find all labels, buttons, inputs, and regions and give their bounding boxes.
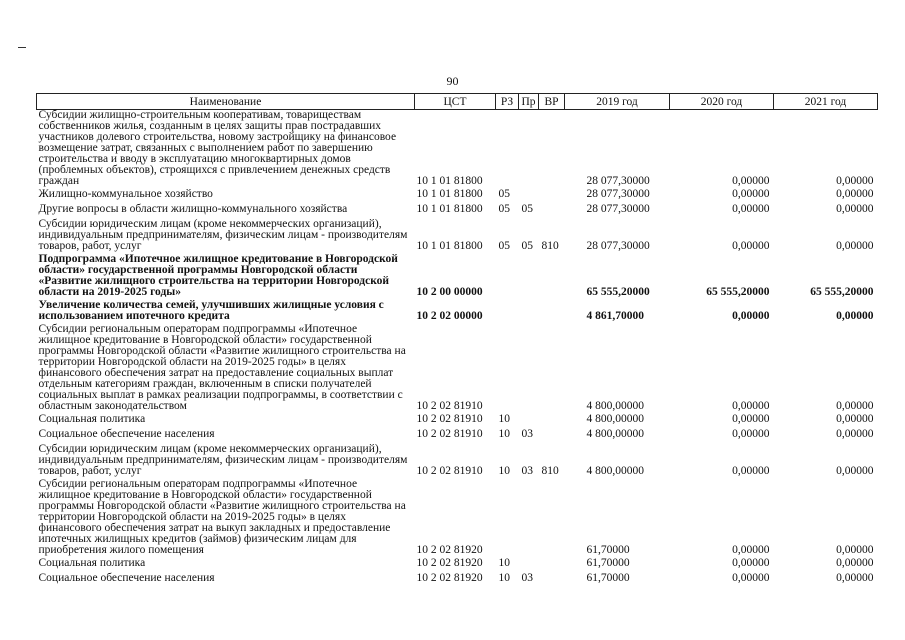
header-name: Наименование bbox=[37, 94, 415, 110]
table-row bbox=[37, 477, 878, 556]
row-vr bbox=[539, 252, 565, 298]
row-pr bbox=[519, 110, 539, 188]
row-cst: 10 2 00 00000 bbox=[416, 286, 483, 298]
row-rz: 05 bbox=[498, 240, 510, 252]
row-vr bbox=[539, 556, 565, 571]
row-2021: 0,00000 bbox=[836, 465, 874, 477]
row-name: Другие вопросы в области жилищно-коммунального хозяйства bbox=[38, 203, 348, 215]
header-vr: ВР bbox=[539, 94, 565, 110]
row-name: Жилищно-коммунальное хозяйство bbox=[38, 188, 213, 200]
row-rz: 10 bbox=[498, 413, 510, 425]
table-row bbox=[37, 556, 878, 571]
table-row bbox=[37, 202, 878, 217]
table-row bbox=[37, 412, 878, 427]
row-name: Социальное обеспечение населения bbox=[38, 428, 215, 440]
row-vr: 810 bbox=[541, 465, 559, 477]
row-pr bbox=[519, 322, 539, 412]
row-2021: 0,00000 bbox=[836, 544, 874, 556]
header-2021: 2021 год bbox=[774, 94, 878, 110]
row-vr: 810 bbox=[541, 240, 559, 252]
row-cst: 10 2 02 00000 bbox=[416, 310, 483, 322]
row-vr bbox=[539, 477, 565, 556]
row-rz bbox=[496, 322, 519, 412]
row-2021: 65 555,20000 bbox=[810, 286, 874, 298]
header-2019: 2019 год bbox=[565, 94, 670, 110]
row-rz: 10 bbox=[498, 428, 510, 440]
row-rz: 10 bbox=[498, 572, 510, 584]
table-row-subprogram bbox=[37, 252, 878, 298]
row-2021: 0,00000 bbox=[836, 557, 874, 569]
row-pr bbox=[519, 477, 539, 556]
row-cst: 10 2 02 81910 bbox=[416, 400, 483, 412]
row-2021: 0,00000 bbox=[836, 240, 874, 252]
row-rz: 10 bbox=[498, 557, 510, 569]
table-row bbox=[37, 442, 878, 477]
row-vr bbox=[539, 202, 565, 217]
row-name: Социальная политика bbox=[38, 413, 146, 425]
row-2019: 61,70000 bbox=[586, 557, 630, 569]
row-2021: 0,00000 bbox=[836, 310, 874, 322]
row-2020: 0,00000 bbox=[732, 428, 770, 440]
row-2021: 0,00000 bbox=[836, 572, 874, 584]
table-header-row bbox=[37, 94, 878, 110]
budget-table bbox=[36, 93, 878, 586]
row-rz: 05 bbox=[498, 188, 510, 200]
row-cst: 10 1 01 81800 bbox=[416, 240, 483, 252]
row-rz bbox=[496, 110, 519, 188]
row-vr bbox=[539, 298, 565, 322]
row-rz: 05 bbox=[498, 203, 510, 215]
header-2020: 2020 год bbox=[670, 94, 774, 110]
row-cst: 10 2 02 81910 bbox=[416, 465, 483, 477]
row-2019: 28 077,30000 bbox=[586, 175, 650, 187]
row-pr: 05 bbox=[521, 203, 533, 215]
table-row bbox=[37, 322, 878, 412]
table-row bbox=[37, 110, 878, 188]
row-2020: 0,00000 bbox=[732, 557, 770, 569]
row-pr bbox=[519, 298, 539, 322]
header-rz: РЗ bbox=[496, 94, 519, 110]
row-pr: 03 bbox=[521, 572, 533, 584]
row-2021: 0,00000 bbox=[836, 188, 874, 200]
header-cst: ЦСТ bbox=[415, 94, 496, 110]
row-2019: 4 800,00000 bbox=[586, 465, 644, 477]
row-2021: 0,00000 bbox=[836, 400, 874, 412]
row-2020: 0,00000 bbox=[732, 572, 770, 584]
row-rz bbox=[496, 252, 519, 298]
row-vr bbox=[539, 571, 565, 586]
row-rz: 10 bbox=[498, 465, 510, 477]
page-number: 90 bbox=[446, 74, 459, 88]
row-rz bbox=[496, 477, 519, 556]
row-name: Подпрограмма «Ипотечное жилищное кредитование в Новгородской области» государственной программы Новгородской области «Развитие жилищного строительства на территории Новгородской области на 2019-2025 годы» bbox=[38, 253, 398, 298]
row-cst: 10 2 02 81910 bbox=[416, 413, 483, 425]
row-cst: 10 2 02 81920 bbox=[416, 572, 483, 584]
row-pr bbox=[519, 187, 539, 202]
row-2019: 28 077,30000 bbox=[586, 188, 650, 200]
row-name: Социальное обеспечение населения bbox=[38, 572, 215, 584]
table-row bbox=[37, 571, 878, 586]
row-cst: 10 1 01 81800 bbox=[416, 188, 483, 200]
row-pr bbox=[519, 252, 539, 298]
row-2021: 0,00000 bbox=[836, 203, 874, 215]
table-row bbox=[37, 427, 878, 442]
row-cst: 10 1 01 81800 bbox=[416, 203, 483, 215]
row-2019: 61,70000 bbox=[586, 572, 630, 584]
table-row-goal bbox=[37, 298, 878, 322]
row-2019: 4 861,70000 bbox=[586, 310, 644, 322]
row-2020: 0,00000 bbox=[732, 203, 770, 215]
row-2019: 28 077,30000 bbox=[586, 203, 650, 215]
row-2021: 0,00000 bbox=[836, 413, 874, 425]
row-2020: 0,00000 bbox=[732, 310, 770, 322]
row-name: Социальная политика bbox=[38, 557, 146, 569]
margin-mark bbox=[18, 47, 26, 48]
row-vr bbox=[539, 412, 565, 427]
row-vr bbox=[539, 427, 565, 442]
row-2019: 4 800,00000 bbox=[586, 413, 644, 425]
row-vr bbox=[539, 110, 565, 188]
row-2020: 0,00000 bbox=[732, 175, 770, 187]
row-2019: 65 555,20000 bbox=[586, 286, 650, 298]
row-2019: 4 800,00000 bbox=[586, 428, 644, 440]
row-cst: 10 2 02 81920 bbox=[416, 544, 483, 556]
header-pr: Пр bbox=[519, 94, 539, 110]
row-2020: 0,00000 bbox=[732, 465, 770, 477]
row-cst: 10 2 02 81920 bbox=[416, 557, 483, 569]
row-pr: 03 bbox=[521, 428, 533, 440]
row-2020: 0,00000 bbox=[732, 188, 770, 200]
row-name: Субсидии юридическим лицам (кроме некоммерческих организаций), индивидуальным предпринимателям, физическим лицам - производителям товаров, работ, услуг bbox=[38, 443, 408, 477]
row-2020: 0,00000 bbox=[732, 413, 770, 425]
row-name: Субсидии региональным операторам подпрограммы «Ипотечное жилищное кредитование в Новгородской области» государственной программы Новгородской области «Развитие жилищного строительства на территории Новгородской области на 2019-2025 годы» в целях финансового обеспечения затрат на выкуп закладных и предоставление ипотечных жилищных кредитов (займов) физическим лицам для приобретения жилого помещения bbox=[38, 478, 406, 556]
row-name: Увеличение количества семей, улучшивших жилищные условия с использованием ипотечного кредита bbox=[38, 299, 384, 322]
row-2019: 28 077,30000 bbox=[586, 240, 650, 252]
table-row bbox=[37, 187, 878, 202]
row-cst: 10 2 02 81910 bbox=[416, 428, 483, 440]
row-name: Субсидии юридическим лицам (кроме некоммерческих организаций), индивидуальным предпринимателям, физическим лицам - производителям товаров, работ, услуг bbox=[38, 218, 408, 252]
row-name: Субсидии региональным операторам подпрограммы «Ипотечное жилищное кредитование в Новгородской области» государственной программы Новгородской области «Развитие жилищного строительства на территории Новгородской области на 2019-2025 годы» в целях финансового обеспечения затрат на предоставление социальных выплат отдельным категориям граждан, включенным в списки получателей социальных выплат в рамках реализации подпрограммы, в соответствии с областным законодательством bbox=[38, 323, 406, 412]
row-pr bbox=[519, 556, 539, 571]
row-2020: 0,00000 bbox=[732, 240, 770, 252]
row-vr bbox=[539, 187, 565, 202]
row-2021: 0,00000 bbox=[836, 428, 874, 440]
row-2020: 0,00000 bbox=[732, 400, 770, 412]
row-rz bbox=[496, 298, 519, 322]
row-pr: 03 bbox=[521, 465, 533, 477]
row-2020: 0,00000 bbox=[732, 544, 770, 556]
row-2021: 0,00000 bbox=[836, 175, 874, 187]
row-pr: 05 bbox=[521, 240, 533, 252]
row-2019: 4 800,00000 bbox=[586, 400, 644, 412]
row-name: Субсидии жилищно-строительным кооперативам, товариществам собственников жилья, созданным в целях защиты прав пострадавших участников долевого строительства, новому застройщику на финансовое возмещение затрат, связанных с выполнением работ по завершению строительства и вводу в эксплуатацию многоквартирных домов (проблемных объектов), строящихся с привлечением денежных средств граждан bbox=[38, 109, 397, 187]
row-2020: 65 555,20000 bbox=[706, 286, 770, 298]
row-vr bbox=[539, 322, 565, 412]
table-row bbox=[37, 217, 878, 252]
row-2019: 61,70000 bbox=[586, 544, 630, 556]
row-cst: 10 1 01 81800 bbox=[416, 175, 483, 187]
row-pr bbox=[519, 412, 539, 427]
